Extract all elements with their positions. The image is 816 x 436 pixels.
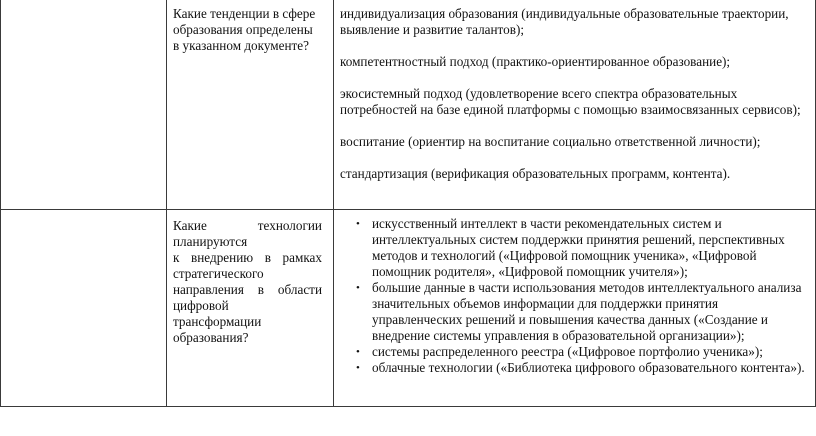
list-item-text: искусственный интеллект в части рекомендательных систем и интеллектуальных систем поддержки принятия решений, перспективных методов и технологий («Цифровой помощник ученика», «Цифровой помощник родителя», «Цифровой помощник учителя»); [372,216,785,279]
bullet-icon: • [356,362,360,374]
row-1-question-line: в указанном документе? [173,38,310,53]
answer-paragraph: компетентностный подход (практико-ориентированное образование); [340,54,731,69]
row-2-question-line: образования? [173,330,249,345]
list-item [340,280,810,344]
bullet-icon: • [356,218,360,230]
list-item-text: системы распределенного реестра («Цифровое портфолио ученика»); [372,344,763,359]
answer-paragraph: воспитание (ориентир на воспитание социально ответственной личности); [340,134,761,149]
row-1-question-line: Какие тенденции в сфере [173,6,316,21]
row-2-question-line: планируются [173,234,248,249]
bullet-icon: • [356,346,360,358]
answer-paragraph: стандартизация (верификация образовательных программ, контента). [340,166,731,181]
list-item-text: облачные технологии («Библиотека цифрового образовательного контента»). [372,360,805,375]
bullet-icon: • [356,282,360,294]
table-border-left [0,0,1,407]
row-2-question-line: Какие технологии [173,218,322,233]
row-1-question [173,6,322,54]
row-1-answer [340,6,810,198]
table-column-divider-2 [333,0,334,407]
row-2-question-line: трансформации [173,314,262,329]
table-row-divider [0,209,816,210]
row-2-question-line: цифровой [173,298,229,313]
list-item [340,360,810,376]
list-item [340,344,810,360]
list-item [340,216,810,280]
table-column-divider-1 [166,0,167,407]
answer-paragraph: индивидуализация образования (индивидуальные образовательные траектории, выявление и развитие талантов); [340,6,789,37]
answer-paragraph: экосистемный подход (удовлетворение всего спектра образовательных потребностей на базе единой платформы с помощью взаимосвязанных сервисов); [340,86,801,117]
row-2-question-line: направления в области [173,282,322,297]
table-border-bottom [0,406,816,407]
row-1-question-line: образования определены [173,22,313,37]
list-item-text: большие данные в части использования методов интеллектуального анализа значительных объемов информации для поддержки принятия управленческих решений и повышения качества данных («Создание и внедрение системы управления в образовательной организации»); [372,280,802,343]
row-2-question-line: стратегического [173,266,264,281]
technology-list [340,216,810,376]
row-2-question-line: к внедрению в рамках [173,250,322,265]
row-2-answer [340,216,810,376]
row-2-question [173,218,322,346]
